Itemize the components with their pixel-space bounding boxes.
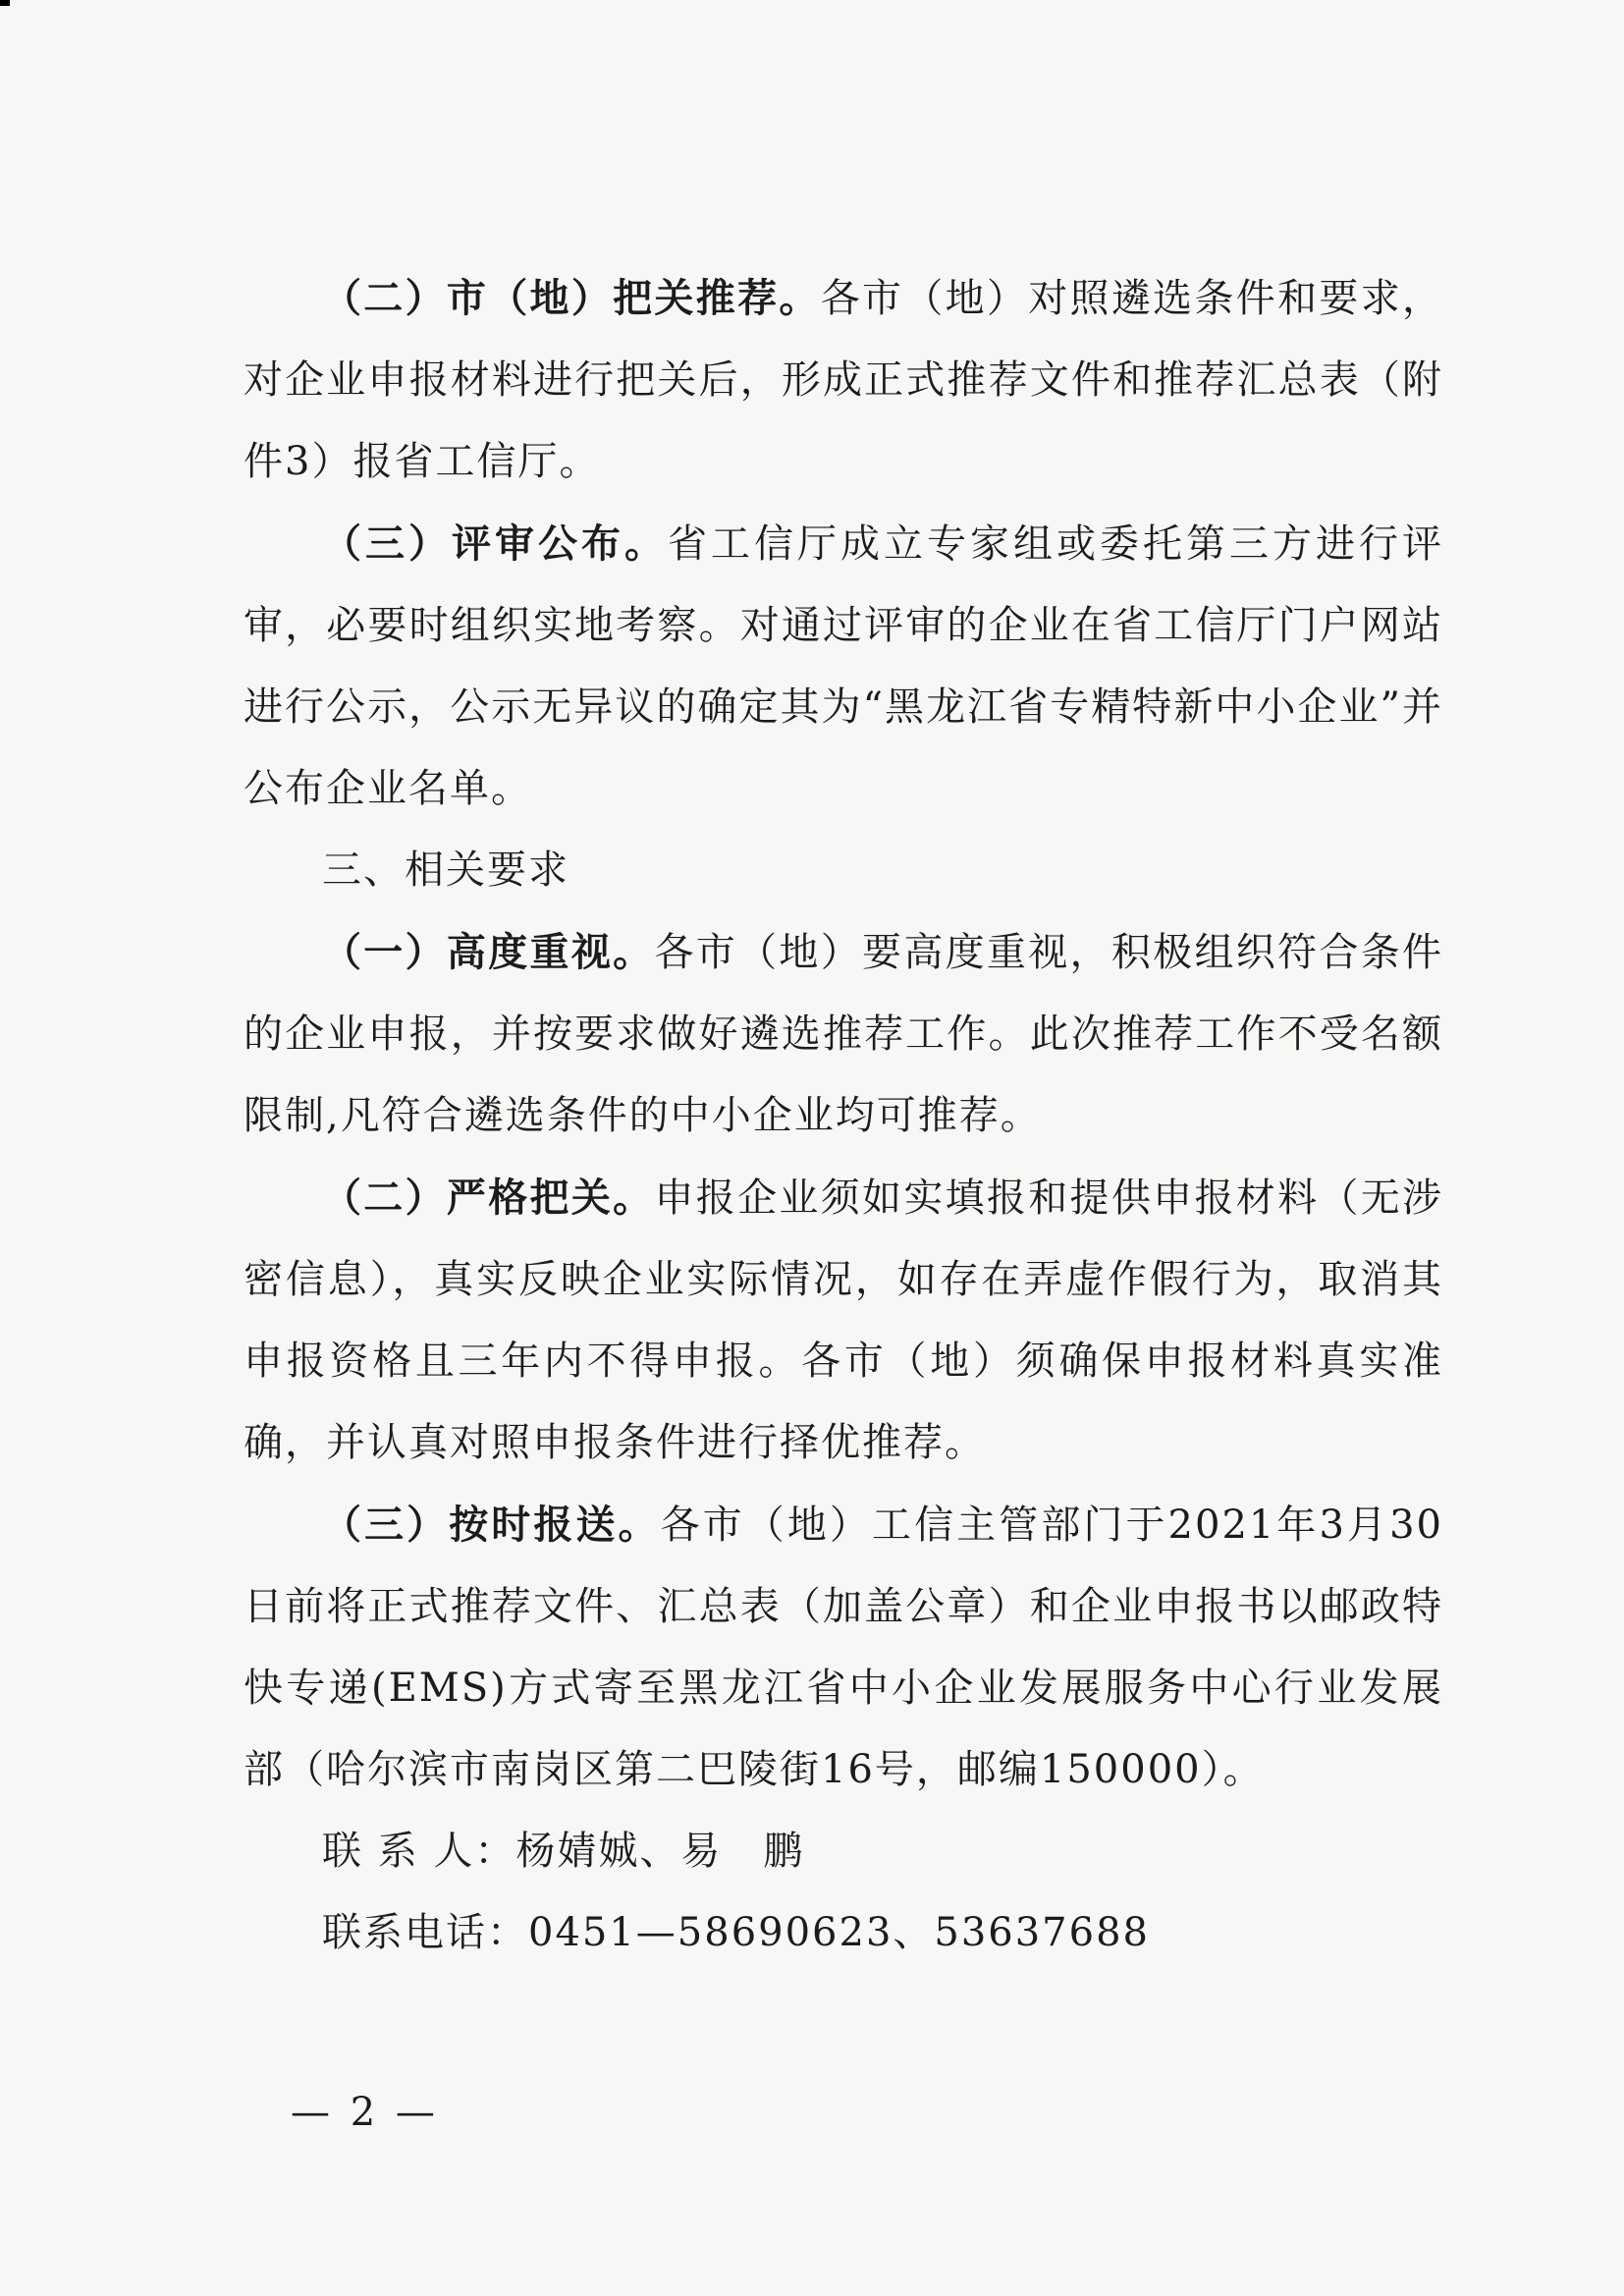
- paragraph-text: 各市（地）要高度重视，积极组织符合条件的企业申报，并按要求做好遴选推荐工作。此次推荐工作不受名额限制,凡符合遴选条件的中小企业均可推荐。: [244, 930, 1444, 1138]
- paragraph-city-recommendation: [244, 257, 1443, 503]
- section-heading: 三、相关要求: [322, 847, 569, 893]
- paragraph-text: 省工信厅成立专家组或委托第三方进行评审，必要时组织实地考察。对通过评审的企业在省工信厅门户网站进行公示，公示无异议的确定其为“黑龙江省专精特新中小企业”并公布企业名单。: [244, 521, 1443, 811]
- paragraph-lead: （三）按时报送。: [322, 1502, 661, 1548]
- page-number: — 2 —: [291, 2090, 439, 2135]
- contact-phone: 联系电话：0451—58690623、53637688: [322, 1910, 1150, 1955]
- requirement-high-priority: [244, 911, 1443, 1157]
- paragraph-text: 各市（地）对照遴选条件和要求，对企业申报材料进行把关后，形成正式推荐文件和推荐汇总表（附件3）报省工信厅。: [244, 276, 1444, 484]
- paragraph-lead: （三）评审公布。: [322, 520, 668, 567]
- requirement-strict-check: [244, 1157, 1443, 1484]
- document-body: [244, 257, 1443, 1974]
- paragraph-review-publish: [244, 503, 1443, 830]
- scan-corner-mark: [0, 0, 10, 6]
- paragraph-text: 各市（地）工信主管部门于2021年3月30日前将正式推荐文件、汇总表（加盖公章）和企业申报书以邮政特快专递(EMS)方式寄至黑龙江省中小企业发展服务中心行业发展部（哈尔滨市南岗区第二巴陵街16号，邮编150000）。: [244, 1503, 1443, 1792]
- paragraph-lead: （一）高度重视。: [322, 929, 655, 975]
- requirement-timely-submission: [244, 1484, 1443, 1811]
- paragraph-lead: （二）市（地）把关推荐。: [322, 275, 821, 321]
- paragraph-lead: （二）严格把关。: [322, 1175, 655, 1221]
- contact-person: 联 系 人：杨婧娍、易 鹏: [322, 1829, 805, 1874]
- paragraph-text: 申报企业须如实填报和提供申报材料（无涉密信息），真实反映企业实际情况，如存在弄虚作假行为，取消其申报资格且三年内不得申报。各市（地）须确保申报材料真实准确，并认真对照申报条件进行择优推荐。: [244, 1175, 1444, 1465]
